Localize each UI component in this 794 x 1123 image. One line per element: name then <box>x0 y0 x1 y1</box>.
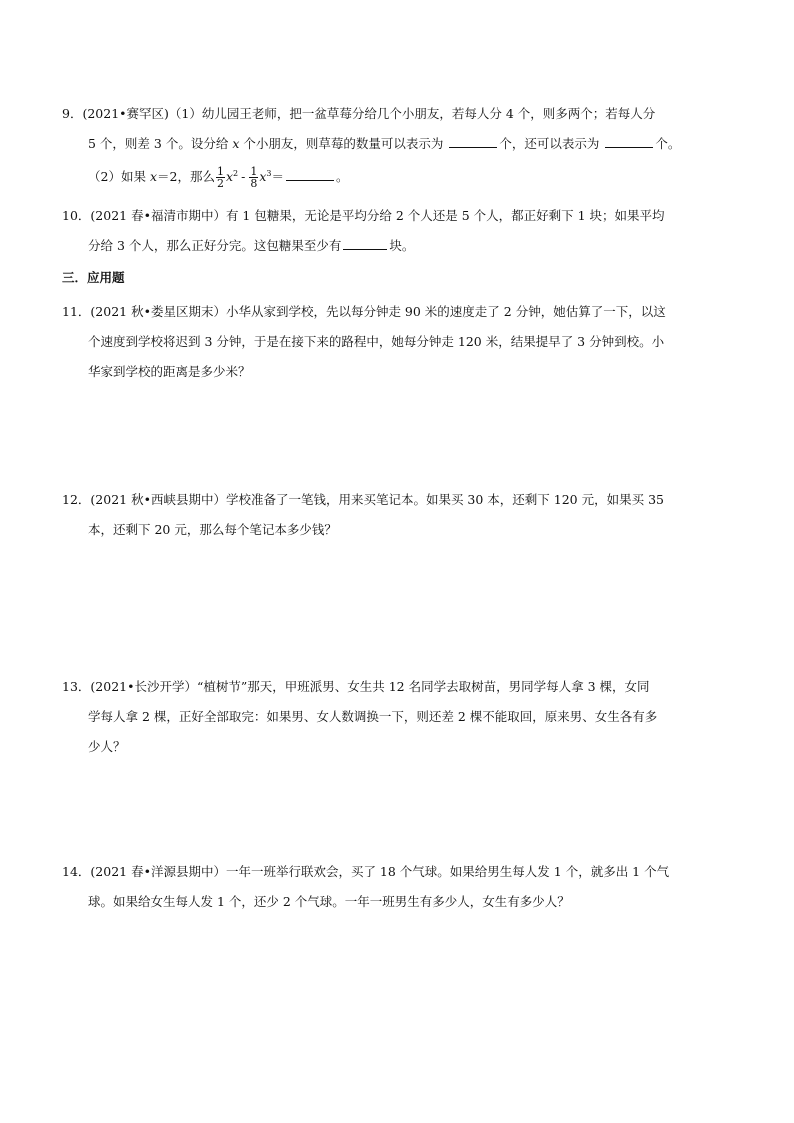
fraction-one-eighth: $\frac{1}{8}$ <box>250 165 258 190</box>
q12-line1: 12．(2021 秋•西峡县期中）学校准备了一笔钱，用来买笔记本。如果买 30 本，还剩下 120 元，如果买 35 <box>62 492 664 507</box>
q14-line1: 14．(2021 春•洋源县期中）一年一班举行联欢会，买了 18 个气球。如果给男生每人发 1 个，就多出 1 个气 <box>62 864 670 879</box>
q9-line3: （2）如果 x＝2，那么 $\frac{1}{2}$ $x^2$ - $\frac{1}{8}$ $x^3=$ 。 <box>88 165 349 190</box>
section-heading: 三．应用题 <box>62 270 125 285</box>
q10-answer-blank[interactable] <box>343 236 387 250</box>
q10-line1: 10．(2021 春•福清市期中）有 1 包糖果，无论是平均分给 2 个人还是 5 个人，都正好剩下 1 块；如果平均 <box>62 208 665 223</box>
q11-line3: 华家到学校的距离是多少米？ <box>88 364 251 379</box>
q9-line2: 5 个，则差 3 个。设分给 x 个小朋友，则草莓的数量可以表示为 个，还可以表示为 个。 <box>88 136 681 151</box>
q10-line2: 分给 3 个人，那么正好分完。这包糖果至少有 块。 <box>88 238 415 253</box>
q14-line2: 球。如果给女生每人发 1 个，还少 2 个气球。一年一班男生有多少人，女生有多少人？ <box>88 894 570 909</box>
q11-line2: 个速度到学校将迟到 3 分钟，于是在接下来的路程中，她每分钟走 120 米，结果提早了 3 分钟到校。小 <box>88 334 665 349</box>
q9-line1: 9．(2021•赛罕区)（1）幼儿园王老师，把一盆草莓分给几个小朋友，若每人分 4 个，则多两个；若每人分 <box>62 106 656 121</box>
q9-answer-blank-3[interactable] <box>286 167 334 181</box>
q13-line3: 少人？ <box>88 739 126 754</box>
q11-line1: 11．(2021 秋•娄星区期末）小华从家到学校，先以每分钟走 90 米的速度走了 2 分钟，她估算了一下，以这 <box>62 304 666 319</box>
q13-line1: 13．(2021•长沙开学）“植树节”那天，甲班派男、女生共 12 名同学去取树苗，男同学每人拿 3 棵，女同 <box>62 679 650 694</box>
fraction-one-half: $\frac{1}{2}$ <box>216 165 224 190</box>
q9-answer-blank-2[interactable] <box>605 134 653 148</box>
q9-answer-blank-1[interactable] <box>449 134 497 148</box>
q13-line2: 学每人拿 2 棵，正好全部取完：如果男、女人数调换一下，则还差 2 棵不能取回，原来男、女生各有多 <box>88 709 658 724</box>
q12-line2: 本，还剩下 20 元，那么每个笔记本多少钱？ <box>88 522 337 537</box>
